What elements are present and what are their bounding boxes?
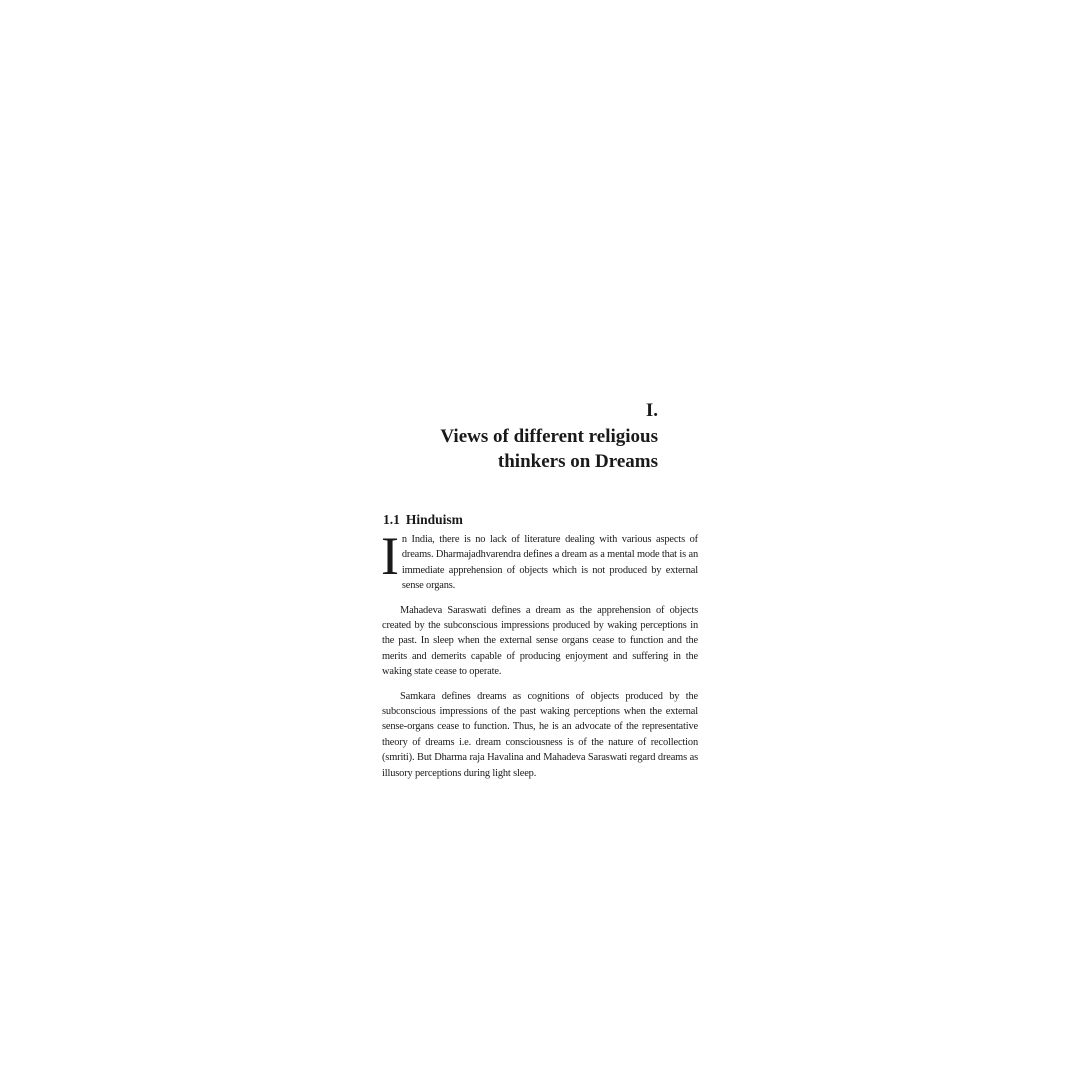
chapter-number: I. — [645, 400, 658, 421]
body-text — [381, 526, 698, 790]
section-number: 1.1 — [383, 512, 400, 527]
section-title: Hinduism — [405, 512, 463, 527]
book-page — [382, 0, 700, 1080]
paragraph-2: Mahadeva Saraswati defines a dream as the apprehension of objects created by the subconscious impressions produced by waking perceptions in the past. In sleep when the external sense organs cease to function and the merits and demerits capable of producing enjoyment and suffering in the waking state cease to operate. — [382, 604, 698, 678]
chapter-title-line-2: thinkers on Dreams — [497, 451, 658, 472]
paragraph-1 — [381, 526, 698, 594]
chapter-title-line-1: Views of different religious — [440, 426, 658, 447]
paragraph-1-text: n India, there is no lack of literature dealing with various aspects of dreams. Dharmajadhvarendra defines a dream as a mental mode that is an immediate apprehension of objects which is not produced by external sense organs. — [401, 534, 698, 592]
chapter-title — [358, 424, 658, 474]
drop-cap: I — [381, 526, 399, 586]
paragraph-3: Samkara defines dreams as cognitions of objects produced by the subconscious impressions of the past waking perceptions when the external sense-organs cease to function. Thus, he is an advocate of the representative theory of dreams i.e. dream consciousness is of the nature of recollection (smriti). But Dharma raja Havalina and Mahadeva Saraswati regard dreams as illusory perceptions during light sleep. — [382, 690, 698, 779]
